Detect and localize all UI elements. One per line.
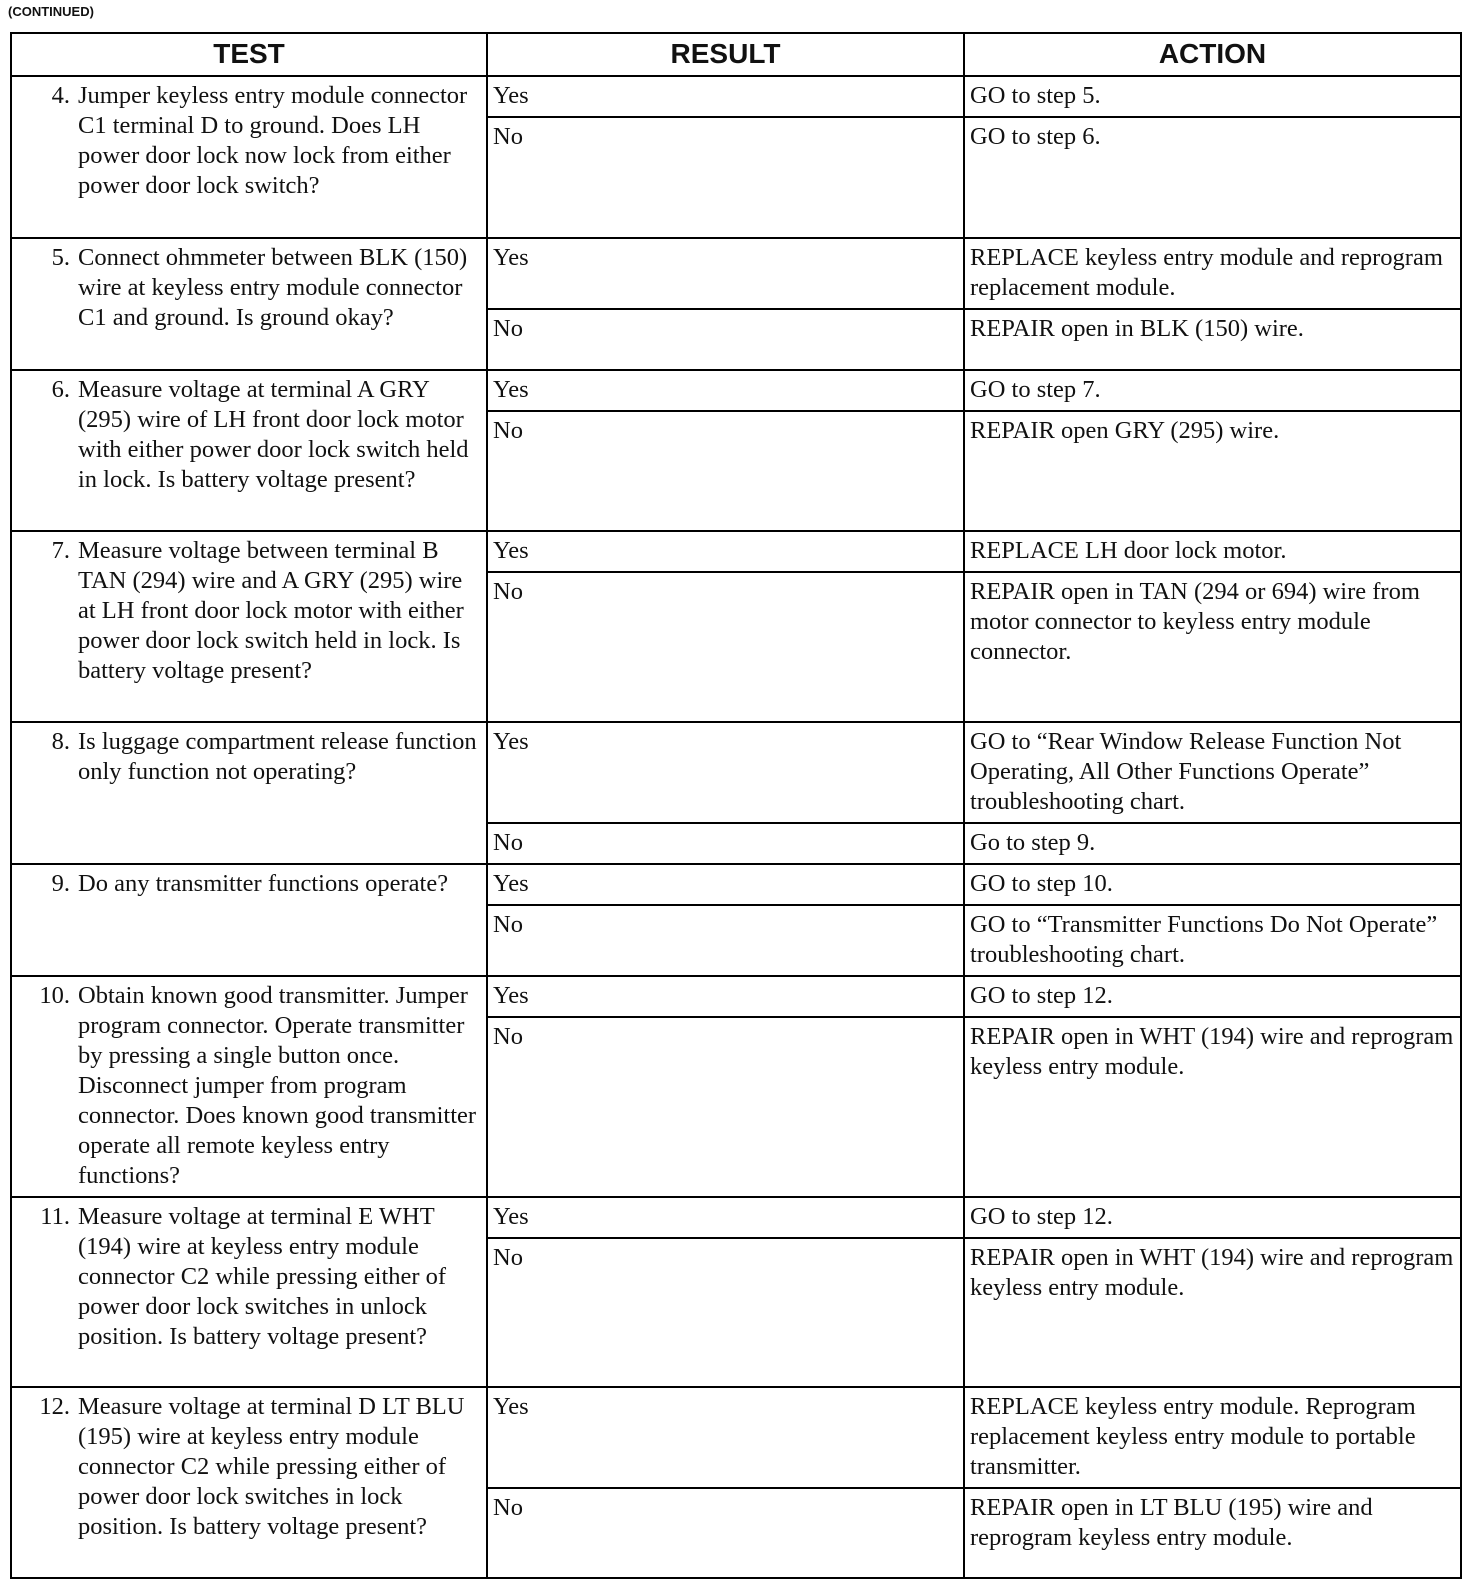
test-text: Measure voltage at terminal A GRY (295) wire of LH front door lock motor with either power door lock switch held in lock. Is battery voltage present? — [78, 376, 469, 493]
table-row — [11, 370, 1461, 411]
test-cell — [11, 1387, 487, 1578]
table-row — [11, 1387, 1461, 1488]
header-action: ACTION — [964, 33, 1461, 76]
result-cell: Yes — [487, 864, 964, 905]
result-cell: Yes — [487, 76, 964, 117]
test-cell — [11, 976, 487, 1197]
test-text: Obtain known good transmitter. Jumper program connector. Operate transmitter by pressing a single button once. Disconnect jumper from program connector. Does known good transmitter operate all remote keyless entry functions? — [78, 982, 477, 1189]
step-number: 11. — [40, 1203, 70, 1230]
test-text: Jumper keyless entry module connector C1 terminal D to ground. Does LH power door lock now lock from either power door lock switch? — [78, 82, 468, 199]
action-cell: GO to step 5. — [964, 76, 1461, 117]
step-number: 8. — [51, 728, 70, 755]
action-cell: GO to step 7. — [964, 370, 1461, 411]
step-number: 9. — [51, 870, 70, 897]
header-result: RESULT — [487, 33, 964, 76]
action-cell: REPAIR open in TAN (294 or 694) wire from motor connector to keyless entry module connector. — [964, 572, 1461, 722]
result-cell: Yes — [487, 976, 964, 1017]
continued-label: (CONTINUED) — [8, 4, 94, 19]
header-test: TEST — [11, 33, 487, 76]
step-number: 6. — [51, 376, 70, 403]
result-cell: Yes — [487, 1387, 964, 1488]
step-number: 7. — [51, 537, 70, 564]
test-cell — [11, 370, 487, 531]
result-cell: No — [487, 309, 964, 370]
result-cell: No — [487, 905, 964, 976]
test-text: Measure voltage at terminal E WHT (194) wire at keyless entry module connector C2 while pressing either of power door lock switches in unlock position. Is battery voltage present? — [78, 1203, 447, 1350]
table-row — [11, 76, 1461, 117]
action-cell: GO to step 12. — [964, 1197, 1461, 1238]
table-row — [11, 722, 1461, 823]
table-row — [11, 976, 1461, 1017]
test-text: Do any transmitter functions operate? — [78, 870, 449, 897]
test-cell — [11, 1197, 487, 1387]
step-number: 10. — [39, 982, 70, 1009]
action-cell: GO to step 10. — [964, 864, 1461, 905]
result-cell: Yes — [487, 370, 964, 411]
result-cell: Yes — [487, 531, 964, 572]
table-row — [11, 531, 1461, 572]
action-cell: REPAIR open in WHT (194) wire and reprogram keyless entry module. — [964, 1238, 1461, 1387]
action-cell: REPLACE keyless entry module. Reprogram replacement keyless entry module to portable transmitter. — [964, 1387, 1461, 1488]
result-cell: Yes — [487, 722, 964, 823]
test-text: Connect ohmmeter between BLK (150) wire at keyless entry module connector C1 and ground. Is ground okay? — [78, 244, 468, 331]
action-cell: GO to “Rear Window Release Function Not Operating, All Other Functions Operate” troubleshooting chart. — [964, 722, 1461, 823]
troubleshooting-table — [10, 32, 1462, 1579]
result-cell: No — [487, 1238, 964, 1387]
step-number: 12. — [39, 1393, 70, 1420]
step-number: 5. — [51, 244, 70, 271]
test-text: Is luggage compartment release function only function not operating? — [78, 728, 477, 785]
step-number: 4. — [51, 82, 70, 109]
test-cell — [11, 722, 487, 864]
result-cell: No — [487, 411, 964, 531]
result-cell: No — [487, 823, 964, 864]
result-cell: Yes — [487, 1197, 964, 1238]
result-cell: Yes — [487, 238, 964, 309]
header-row — [11, 33, 1461, 76]
action-cell: REPAIR open GRY (295) wire. — [964, 411, 1461, 531]
test-cell — [11, 531, 487, 722]
result-cell: No — [487, 1017, 964, 1197]
test-cell — [11, 238, 487, 370]
action-cell: REPAIR open in BLK (150) wire. — [964, 309, 1461, 370]
action-cell: REPLACE keyless entry module and reprogram replacement module. — [964, 238, 1461, 309]
result-cell: No — [487, 1488, 964, 1578]
test-text: Measure voltage at terminal D LT BLU (195) wire at keyless entry module connector C2 while pressing either of power door lock switches in lock position. Is battery voltage present? — [78, 1393, 465, 1540]
action-cell: REPAIR open in LT BLU (195) wire and reprogram keyless entry module. — [964, 1488, 1461, 1578]
result-cell: No — [487, 572, 964, 722]
table-row — [11, 238, 1461, 309]
result-cell: No — [487, 117, 964, 238]
action-cell: REPAIR open in WHT (194) wire and reprogram keyless entry module. — [964, 1017, 1461, 1197]
table-row — [11, 864, 1461, 905]
action-cell: GO to step 6. — [964, 117, 1461, 238]
test-cell — [11, 864, 487, 976]
action-cell: REPLACE LH door lock motor. — [964, 531, 1461, 572]
action-cell: GO to step 12. — [964, 976, 1461, 1017]
action-cell: Go to step 9. — [964, 823, 1461, 864]
test-cell — [11, 76, 487, 238]
action-cell: GO to “Transmitter Functions Do Not Operate” troubleshooting chart. — [964, 905, 1461, 976]
test-text: Measure voltage between terminal B TAN (294) wire and A GRY (295) wire at LH front door lock motor with either power door lock switch held in lock. Is battery voltage present? — [78, 537, 464, 684]
table-row — [11, 1197, 1461, 1238]
